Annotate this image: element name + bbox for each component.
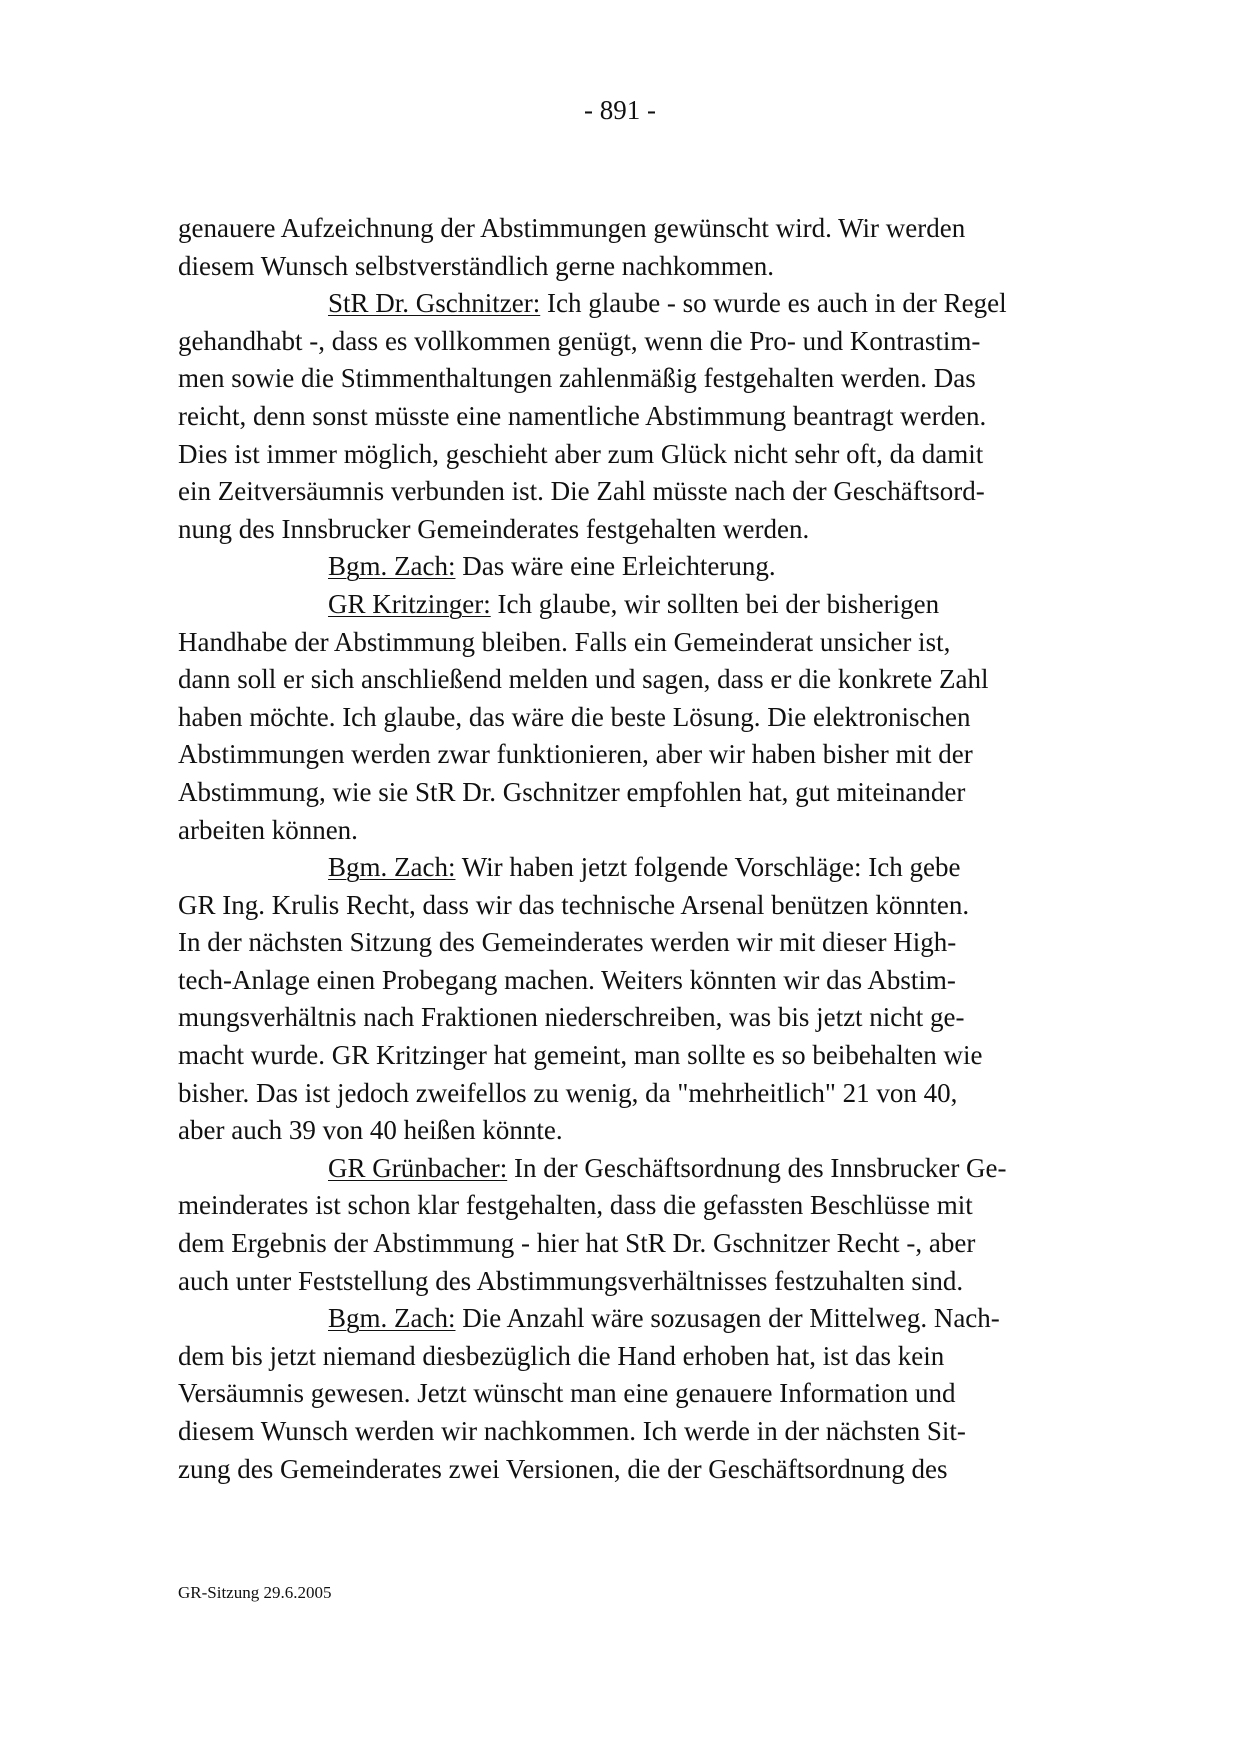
text-line xyxy=(178,360,1066,398)
line-text: reicht, denn sonst müsste eine namentliche Abstimmung beantragt werden. xyxy=(178,400,987,431)
speaker-line xyxy=(178,1150,1066,1188)
line-text: genauere Aufzeichnung der Abstimmungen gewünscht wird. Wir werden xyxy=(178,213,966,243)
text-line xyxy=(178,1037,1066,1075)
line-text: haben möchte. Ich glaube, das wäre die beste Lösung. Die elektronischen xyxy=(178,701,971,732)
speaker-name: GR Grünbacher: xyxy=(328,1152,508,1183)
line-text: Das wäre eine Erleichterung. xyxy=(455,551,776,582)
body-text xyxy=(178,210,1066,1488)
line-text: men sowie die Stimmenthaltungen zahlenmäßig festgehalten werden. Das xyxy=(178,363,976,394)
line-text: auch unter Feststellung des Abstimmungsverhältnisses festzuhalten sind. xyxy=(178,1265,964,1296)
line-text: In der nächsten Sitzung des Gemeinderates werden wir mit dieser High- xyxy=(178,927,957,958)
text-line xyxy=(178,924,1066,962)
line-text: bisher. Das ist jedoch zweifellos zu wenig, da "mehrheitlich" 21 von 40, xyxy=(178,1077,958,1108)
line-text: dem Ergebnis der Abstimmung - hier hat StR Dr. Gschnitzer Recht -, aber xyxy=(178,1228,976,1259)
text-line xyxy=(178,1263,1066,1301)
text-line xyxy=(178,999,1066,1037)
line-text: macht wurde. GR Kritzinger hat gemeint, man sollte es so beibehalten wie xyxy=(178,1040,983,1071)
text-line xyxy=(178,248,1066,286)
line-text: ein Zeitversäumnis verbunden ist. Die Zahl müsste nach der Geschäftsord- xyxy=(178,476,985,507)
text-line xyxy=(178,1187,1066,1225)
text-line xyxy=(178,699,1066,737)
text-line xyxy=(178,1225,1066,1263)
footer: GR-Sitzung 29.6.2005 xyxy=(178,1583,332,1602)
text-line xyxy=(178,736,1066,774)
line-text: nung des Innsbrucker Gemeinderates festgehalten werden. xyxy=(178,513,810,544)
line-text: Abstimmung, wie sie StR Dr. Gschnitzer empfohlen hat, gut miteinander xyxy=(178,776,966,807)
speaker-line xyxy=(178,586,1066,624)
line-text: aber auch 39 von 40 heißen könnte. xyxy=(178,1115,563,1146)
line-text: gehandhabt -, dass es vollkommen genügt, wenn die Pro- und Kontrastim- xyxy=(178,325,981,356)
speaker-name: Bgm. Zach: xyxy=(328,852,456,883)
text-line xyxy=(178,210,1066,248)
text-line xyxy=(178,436,1066,474)
line-text: diesem Wunsch selbstverständlich gerne nachkommen. xyxy=(178,250,775,281)
speaker-name: Bgm. Zach: xyxy=(328,1303,456,1334)
line-text: arbeiten können. xyxy=(178,814,358,845)
text-line xyxy=(178,887,1066,925)
line-text: dann soll er sich anschließend melden und sagen, dass er die konkrete Zahl xyxy=(178,664,989,695)
line-text: zung des Gemeinderates zwei Versionen, die der Geschäftsordnung des xyxy=(178,1453,948,1484)
line-text: In der Geschäftsordnung des Innsbrucker Ge- xyxy=(507,1152,1007,1183)
speaker-line xyxy=(178,285,1066,323)
text-line xyxy=(178,962,1066,1000)
speaker-line xyxy=(178,548,1066,586)
speaker-name: Bgm. Zach: xyxy=(328,551,456,582)
line-text: tech-Anlage einen Probegang machen. Weiters könnten wir das Abstim- xyxy=(178,964,956,995)
text-line xyxy=(178,661,1066,699)
speaker-line xyxy=(178,849,1066,887)
line-text: Dies ist immer möglich, geschieht aber zum Glück nicht sehr oft, da damit xyxy=(178,438,984,469)
line-text: Handhabe der Abstimmung bleiben. Falls ein Gemeinderat unsicher ist, xyxy=(178,626,951,657)
text-line xyxy=(178,1413,1066,1451)
text-line xyxy=(178,812,1066,850)
line-text: mungsverhältnis nach Fraktionen niederschreiben, was bis jetzt nicht ge- xyxy=(178,1002,965,1033)
line-text: Die Anzahl wäre sozusagen der Mittelweg. Nach- xyxy=(455,1303,1000,1334)
line-text: meinderates ist schon klar festgehalten, dass die gefassten Beschlüsse mit xyxy=(178,1190,973,1221)
line-text: dem bis jetzt niemand diesbezüglich die Hand erhoben hat, ist das kein xyxy=(178,1340,945,1371)
text-line xyxy=(178,473,1066,511)
line-text: diesem Wunsch werden wir nachkommen. Ich werde in der nächsten Sit- xyxy=(178,1416,966,1446)
speaker-name: GR Kritzinger: xyxy=(328,588,491,619)
text-line xyxy=(178,1338,1066,1376)
text-line xyxy=(178,1112,1066,1150)
line-text: Versäumnis gewesen. Jetzt wünscht man eine genauere Information und xyxy=(178,1378,956,1409)
text-line xyxy=(178,511,1066,549)
line-text: Abstimmungen werden zwar funktionieren, aber wir haben bisher mit der xyxy=(178,739,973,770)
text-line xyxy=(178,774,1066,812)
text-line xyxy=(178,1375,1066,1413)
line-text: Ich glaube - so wurde es auch in der Regel xyxy=(540,288,1007,319)
speaker-name: StR Dr. Gschnitzer: xyxy=(328,288,541,319)
line-text: GR Ing. Krulis Recht, dass wir das technische Arsenal benützen könnten. xyxy=(178,889,970,920)
text-line xyxy=(178,1451,1066,1489)
line-text: Wir haben jetzt folgende Vorschläge: Ich gebe xyxy=(455,852,961,883)
text-line xyxy=(178,1075,1066,1113)
line-text: Ich glaube, wir sollten bei der bisherigen xyxy=(490,588,940,619)
text-line xyxy=(178,624,1066,662)
text-line xyxy=(178,398,1066,436)
text-line xyxy=(178,323,1066,361)
speaker-line xyxy=(178,1300,1066,1338)
page-number: - 891 - xyxy=(584,95,656,125)
